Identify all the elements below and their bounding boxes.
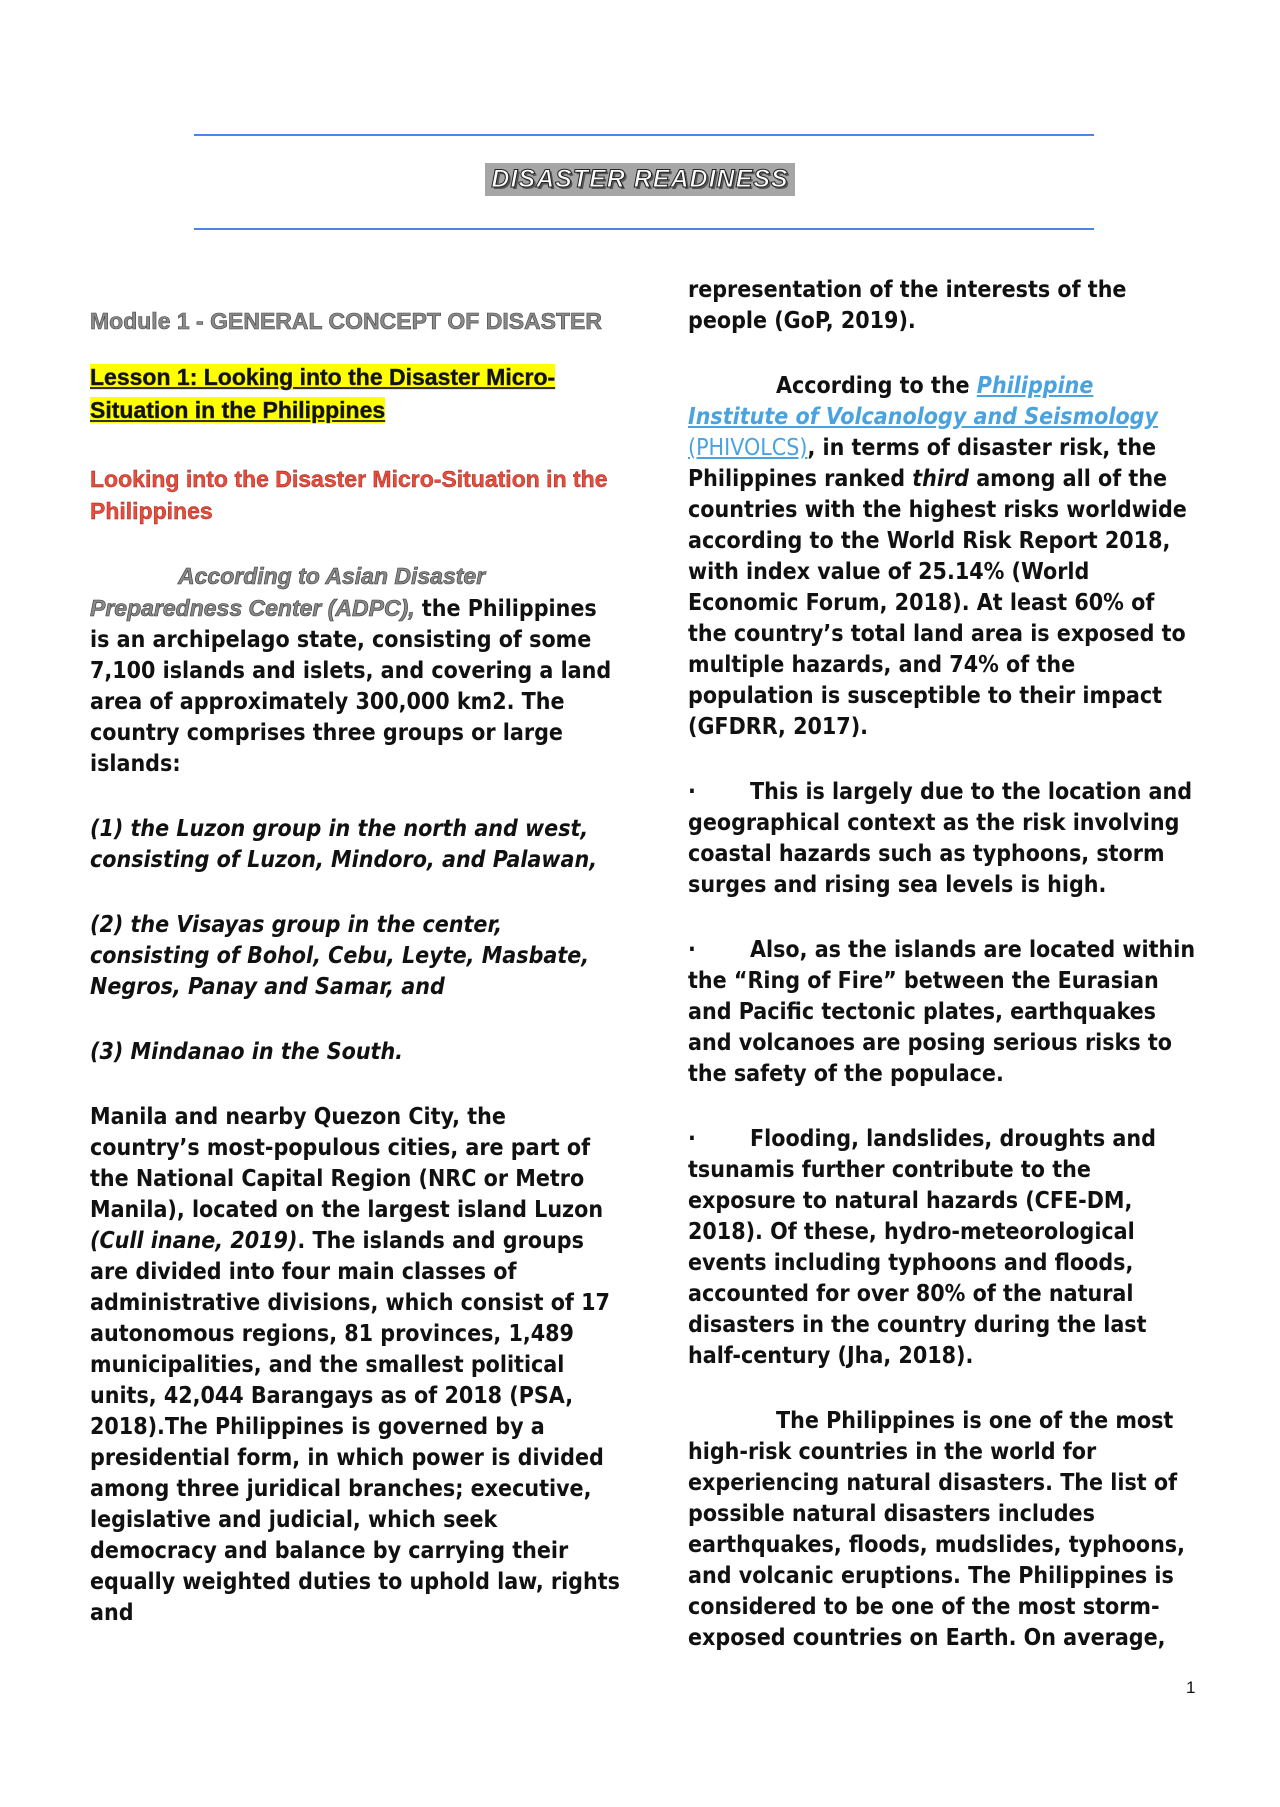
phivolcs-abbr-link[interactable]: (PHIVOLCS)	[688, 435, 808, 461]
phivolcs-paragraph	[688, 371, 1198, 743]
island-group-visayas: (2) the Visayas group in the center, consisting of Bohol, Cebu, Leyte, Masbate, Negros, Panay and Samar, and	[90, 912, 590, 1000]
bullet-dot-icon: ·	[688, 779, 696, 805]
bullet-dot-icon: ·	[688, 937, 696, 963]
page-number: 1	[1186, 1678, 1196, 1697]
phivolcs-text-b: among all of the countries with the highest risks worldwide according to the World Risk Report 2018, with index value of 25.14% (World Economic Forum, 2018). At least 60% of the country’s total land area is exposed to multiple hazards, and 74% of the population is susceptible to their impact (GFDRR, 2017).	[688, 466, 1187, 740]
left-column	[90, 275, 620, 1663]
bullet-dot-icon: ·	[688, 1126, 696, 1152]
closing-paragraph	[688, 1406, 1198, 1654]
document-title: DISASTER READINESS	[485, 163, 794, 196]
intro-text: the Philippines is an archipelago state, consisting of some 7,100 islands and islets, and covering a land area of approximately 300,000 km2. The country comprises three groups or large islands:	[90, 596, 612, 777]
intro-paragraph	[90, 561, 620, 780]
island-group-mindanao: (3) Mindanao in the South.	[90, 1039, 404, 1065]
phivolcs-text-a: , in terms of disaster risk, the Philippines ranked	[688, 435, 1157, 492]
phivolcs-lead: According to the	[776, 373, 977, 399]
manila-citation: (Cull inane, 2019)	[90, 1228, 298, 1254]
bullet-text: Flooding, landslides, droughts and tsunamis further contribute to the exposure to natural hazards (CFE-DM, 2018). Of these, hydro-meteorological events including typhoons and floods, accounted for over 80% of the natural disasters in the country during the last half-century (Jha, 2018).	[688, 1126, 1156, 1369]
right-column	[688, 275, 1198, 1688]
header-rule-top	[194, 134, 1094, 136]
header-rule-bottom	[194, 228, 1094, 230]
phivolcs-rank: third	[912, 466, 969, 492]
lesson-title-block	[90, 361, 620, 427]
manila-paragraph	[90, 1102, 620, 1629]
adpc-citation: According to Asian Disaster Preparedness Center (ADPC),	[90, 563, 486, 621]
bullet-item	[688, 935, 1198, 1090]
bullet-text: This is largely due to the location and geographical context as the risk involving coastal hazards such as typhoons, storm surges and rising sea levels is high.	[688, 779, 1193, 898]
island-group-luzon: (1) the Luzon group in the north and west, consisting of Luzon, Mindoro, and Palawan,	[90, 816, 598, 873]
continuation-paragraph: representation of the interests of the people (GoP, 2019).	[688, 277, 1127, 334]
manila-text-b: . The islands and groups are divided into four main classes of administrative divisions, which consist of 17 autonomous regions, 81 provinces, 1,489 municipalities, and the smallest political units, 42,044 Barangays as of 2018 (PSA, 2018).The Philippines is governed by a presidential form, in which power is divided among three juridical branches; executive, legislative and judicial, which seek democracy and balance by carrying their equally weighted duties to uphold law, rights and	[90, 1228, 620, 1626]
header	[0, 163, 1280, 196]
phivolcs-link[interactable]: Philippine Institute of Volcanology and Seismology	[688, 373, 1158, 430]
module-title: Module 1 - GENERAL CONCEPT OF DISASTER	[90, 308, 602, 334]
bullet-item	[688, 777, 1198, 901]
lesson-title: Lesson 1: Looking into the Disaster Micro-Situation in the Philippines	[90, 364, 556, 423]
bullet-text: Also, as the islands are located within the “Ring of Fire” between the Eurasian and Pacific tectonic plates, earthquakes and volcanoes are posing serious risks to the safety of the populace.	[688, 937, 1196, 1087]
bullet-item	[688, 1124, 1198, 1372]
closing-text: The Philippines is one of the most high-risk countries in the world for experiencing natural disasters. The list of possible natural disasters includes earthquakes, floods, mudslides, typhoons, and volcanic eruptions. The Philippines is considered to be one of the most storm-exposed countries on Earth. On average,	[688, 1408, 1185, 1651]
manila-text-a: Manila and nearby Quezon City, the country’s most-populous cities, are part of the National Capital Region (NRC or Metro Manila), located on the largest island Luzon	[90, 1104, 604, 1223]
section-heading: Looking into the Disaster Micro-Situation in the Philippines	[90, 466, 608, 524]
